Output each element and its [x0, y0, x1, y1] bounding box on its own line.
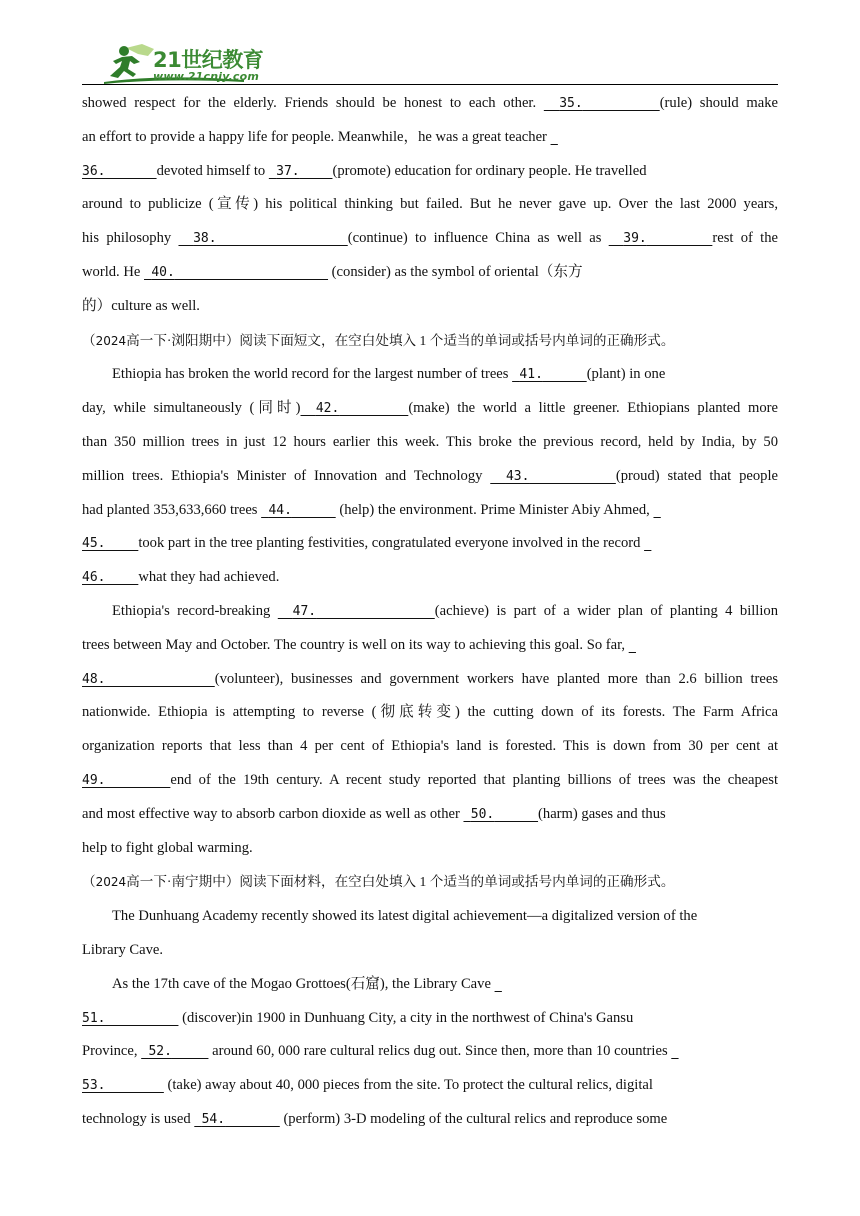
text-line: and most effective way to absorb carbon dioxide as well as other 50. (harm) gases and thus — [82, 805, 666, 822]
text-line: around to publicize (宣传) his political thinking but failed. But he never gave up. Over the last 2000 years, — [82, 196, 778, 213]
blank-53[interactable]: 53. — [82, 1078, 106, 1094]
passage-1 — [82, 87, 778, 324]
text-line: nationwide. Ethiopia is attempting to reverse (彻底转变) the cutting down of its forests. The Farm Africa — [82, 704, 778, 721]
text-line: Ethiopia has broken the world record for the largest number of trees 41. (plant) in one — [112, 366, 666, 383]
blank-46[interactable]: 46. — [82, 570, 106, 586]
text-line: As the 17th cave of the Mogao Grottoes(石窟), the Library Cave — [112, 975, 495, 992]
text-line: showed respect for the elderly. Friends should be honest to each other. 35. (rule) should make — [82, 95, 779, 111]
blank-54[interactable]: 54. — [201, 1111, 226, 1127]
source-note: （2024高一下·浏阳期中）阅读下面短文，在空白处填入 1 个适当的单词或括号内单词的正确形式。 — [82, 332, 675, 348]
text-line: 49. end of the 19th century. A recent study reported that planting billions of trees was the cheapest — [82, 771, 779, 788]
text-line: help to fight global warming. — [82, 839, 253, 856]
text-line: million trees. Ethiopia's Minister of Innovation and Technology 43. (proud) stated that people — [82, 467, 778, 484]
text-line: day, while simultaneously (同时) 42. (make) the world a little greener. Ethiopians planted more — [82, 400, 778, 417]
blank-38[interactable]: 38. — [193, 231, 217, 247]
text-line: 53. (take) away about 40, 000 pieces from the site. To protect the cultural relics, digital — [82, 1077, 653, 1094]
blank-49[interactable]: 49. — [82, 772, 106, 788]
blank-36[interactable]: 36. — [82, 163, 106, 179]
text-line: organization reports that less than 4 per cent of Ethiopia's land is forested. This is down from 30 per cent at — [82, 738, 778, 755]
blank-52[interactable]: 52. — [148, 1044, 172, 1060]
source-note: （2024高一下·南宁期中）阅读下面材料，在空白处填入 1 个适当的单词或括号内单词的正确形式。 — [82, 874, 675, 890]
text-line: 46. what they had achieved. — [82, 569, 280, 586]
blank-41[interactable]: 41. — [519, 367, 543, 383]
blank-47[interactable]: 47. — [292, 603, 317, 619]
text-line: technology is used 54. (perform) 3-D modeling of the cultural relics and reproduce some — [82, 1110, 668, 1127]
logo-text: 21世纪教育 — [153, 48, 264, 72]
blank-45[interactable]: 45. — [82, 536, 106, 552]
text-line: than 350 million trees in just 12 hours earlier this week. This broke the previous record, held by India, by 50 — [82, 433, 778, 450]
blank-37[interactable]: 37. — [276, 163, 300, 179]
text-line: trees between May and October. The country is well on its way to achieving this goal. So far, — [82, 636, 629, 653]
passage-2 — [82, 358, 778, 865]
text-line: Library Cave. — [82, 941, 164, 958]
blank-50[interactable]: 50. — [470, 806, 495, 822]
document-body — [82, 87, 778, 1137]
text-line: 51. (discover)in 1900 in Dunhuang City, a city in the northwest of China's Gansu — [82, 1009, 634, 1026]
text-line: 的）culture as well. — [82, 297, 200, 314]
blank-51[interactable]: 51. — [82, 1010, 106, 1026]
logo-url: www.21cnjy.com — [153, 70, 260, 83]
text-line: 48. (volunteer), businesses and government workers have planted more than 2.6 billion trees — [82, 670, 778, 687]
text-line: his philosophy 38. (continue) to influence China as well as 39. rest of the — [82, 230, 778, 247]
blank-40[interactable]: 40. — [151, 264, 175, 280]
blank-44[interactable]: 44. — [268, 502, 292, 518]
text-line: an effort to provide a happy life for people. Meanwhile，he was a great teacher — [82, 128, 551, 145]
text-line: The Dunhuang Academy recently showed its latest digital achievement—a digitalized version of the — [112, 908, 698, 925]
text-line: Ethiopia's record-breaking 47. (achieve) is part of a wider plan of planting 4 billion — [112, 602, 779, 619]
text-line: 45. took part in the tree planting festivities, congratulated everyone involved in the record — [82, 535, 645, 552]
blank-35[interactable]: 35. — [559, 96, 583, 111]
blank-43[interactable]: 43. — [505, 468, 530, 484]
text-line: had planted 353,633,660 trees 44. (help) the environment. Prime Minister Abiy Ahmed, — [82, 501, 654, 518]
passage-3 — [82, 900, 778, 1137]
blank-39[interactable]: 39. — [623, 231, 647, 247]
blank-48[interactable]: 48. — [82, 671, 106, 687]
text-line: Province, 52. around 60, 000 rare cultural relics dug out. Since then, more than 10 countries — [82, 1043, 672, 1060]
blank-42[interactable]: 42. — [315, 401, 340, 417]
text-line: 36. devoted himself to 37. (promote) education for ordinary people. He travelled — [82, 162, 647, 179]
text-line: world. He 40. (consider) as the symbol of oriental（东方 — [82, 263, 583, 280]
header-rule — [82, 84, 778, 85]
